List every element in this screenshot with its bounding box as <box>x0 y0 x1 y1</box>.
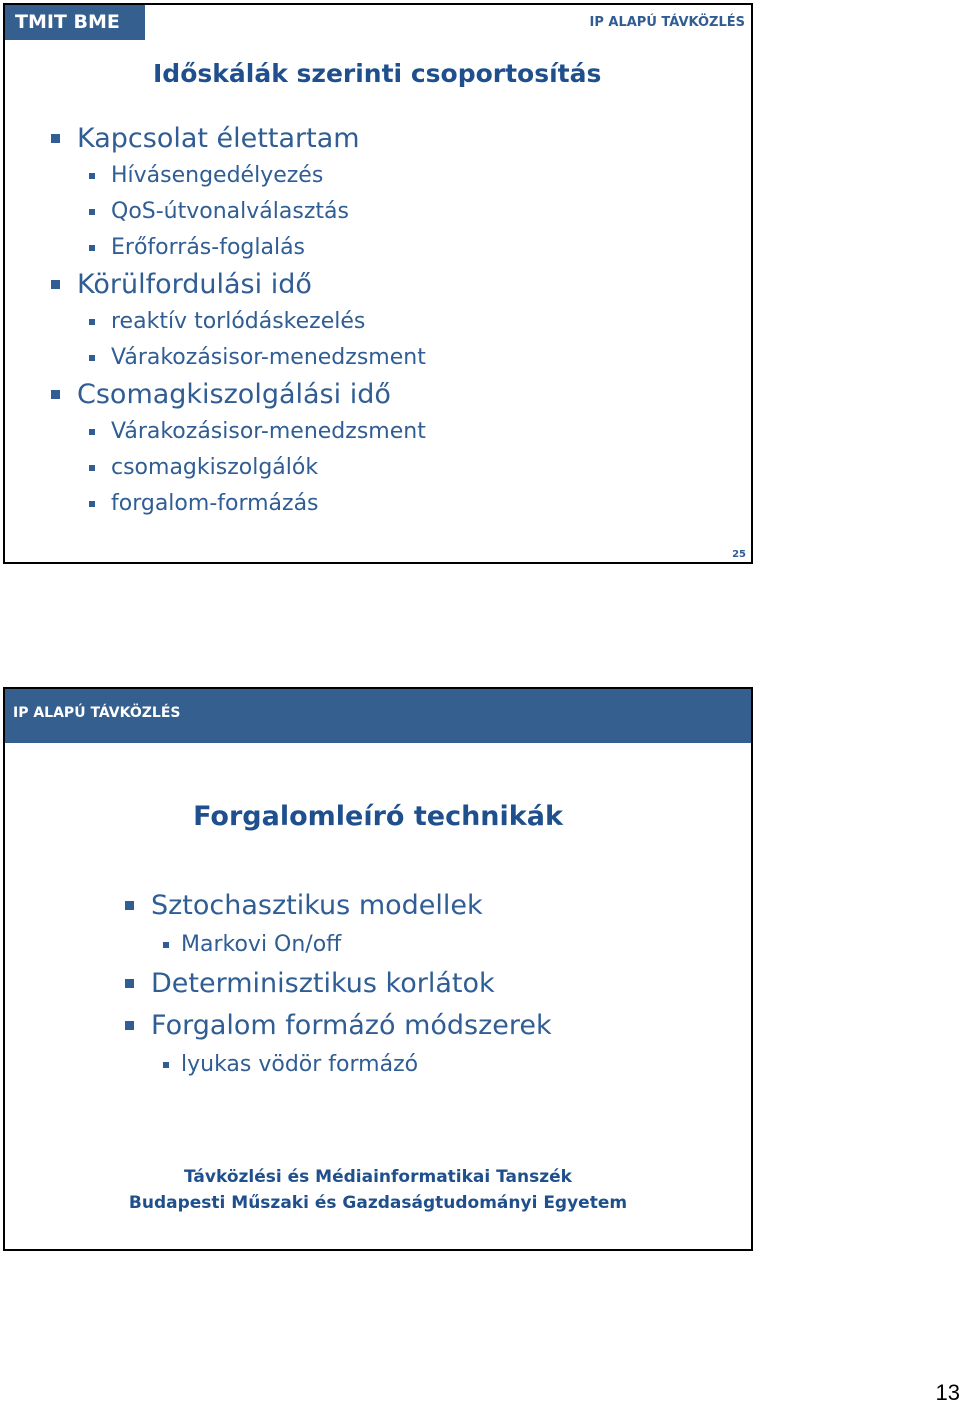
square-bullet-icon <box>51 134 60 143</box>
bullet-item <box>125 963 552 1005</box>
bullet-text: Várakozásisor-menedzsment <box>111 345 426 370</box>
sub-bullet-item <box>51 414 426 450</box>
square-bullet-icon <box>89 501 95 507</box>
bullet-text: Hívásengedélyezés <box>111 163 324 188</box>
footer-university: Budapesti Műszaki és Gazdaságtudományi Egyetem <box>128 1193 628 1213</box>
bullet-item <box>51 376 426 414</box>
bullet-text: forgalom-formázás <box>111 491 319 516</box>
square-bullet-icon <box>89 429 95 435</box>
bullet-text: QoS-útvonalválasztás <box>111 199 349 224</box>
sub-bullet-item <box>51 194 426 230</box>
square-bullet-icon <box>89 245 95 251</box>
sub-bullet-item <box>125 927 552 963</box>
bullet-text: lyukas vödör formázó <box>181 1052 419 1077</box>
bullet-text: Forgalom formázó módszerek <box>151 1010 552 1041</box>
square-bullet-icon <box>163 1062 169 1068</box>
square-bullet-icon <box>89 209 95 215</box>
sub-bullet-item <box>51 340 426 376</box>
square-bullet-icon <box>163 942 169 948</box>
bullet-text: Erőforrás-foglalás <box>111 235 306 260</box>
bullet-text: Markovi On/off <box>181 932 342 957</box>
slide-title: Időskálák szerinti csoportosítás <box>153 59 602 88</box>
square-bullet-icon <box>51 280 60 289</box>
square-bullet-icon <box>125 1021 134 1030</box>
square-bullet-icon <box>51 390 60 399</box>
square-bullet-icon <box>89 173 95 179</box>
square-bullet-icon <box>125 901 134 910</box>
corner-banner <box>5 5 145 40</box>
sub-bullet-item <box>51 158 426 194</box>
header-label: IP ALAPÚ TÁVKÖZLÉS <box>589 15 745 30</box>
corner-label: TMIT BME <box>15 11 120 33</box>
bullet-text: Determinisztikus korlátok <box>151 968 495 999</box>
bullet-text: Kapcsolat élettartam <box>77 123 360 154</box>
sub-bullet-item <box>51 230 426 266</box>
square-bullet-icon <box>125 979 134 988</box>
sub-bullet-item <box>51 450 426 486</box>
bullet-text: reaktív torlódáskezelés <box>111 309 366 334</box>
header-banner <box>5 689 751 743</box>
slide-number: 25 <box>732 549 746 560</box>
sub-bullet-item <box>125 1047 552 1083</box>
bullet-list <box>125 885 552 1083</box>
bullet-item <box>51 266 426 304</box>
document-page-number: 13 <box>935 1380 960 1405</box>
square-bullet-icon <box>89 355 95 361</box>
bullet-item <box>125 885 552 927</box>
sub-bullet-item <box>51 304 426 340</box>
header-label: IP ALAPÚ TÁVKÖZLÉS <box>13 705 181 721</box>
slide-26 <box>3 687 753 1251</box>
bullet-item <box>51 120 426 158</box>
bullet-item <box>125 1005 552 1047</box>
square-bullet-icon <box>89 319 95 325</box>
bullet-text: Csomagkiszolgálási idő <box>77 379 391 410</box>
sub-bullet-item <box>51 486 426 522</box>
bullet-text: Körülfordulási idő <box>77 269 312 300</box>
slide-25 <box>3 3 753 564</box>
footer-department: Távközlési és Médiainformatikai Tanszék <box>184 1167 572 1187</box>
square-bullet-icon <box>89 465 95 471</box>
bullet-text: Sztochasztikus modellek <box>151 890 483 921</box>
slide-title: Forgalomleíró technikák <box>193 801 563 832</box>
bullet-text: csomagkiszolgálók <box>111 455 319 480</box>
bullet-list <box>51 120 426 522</box>
bullet-text: Várakozásisor-menedzsment <box>111 419 426 444</box>
